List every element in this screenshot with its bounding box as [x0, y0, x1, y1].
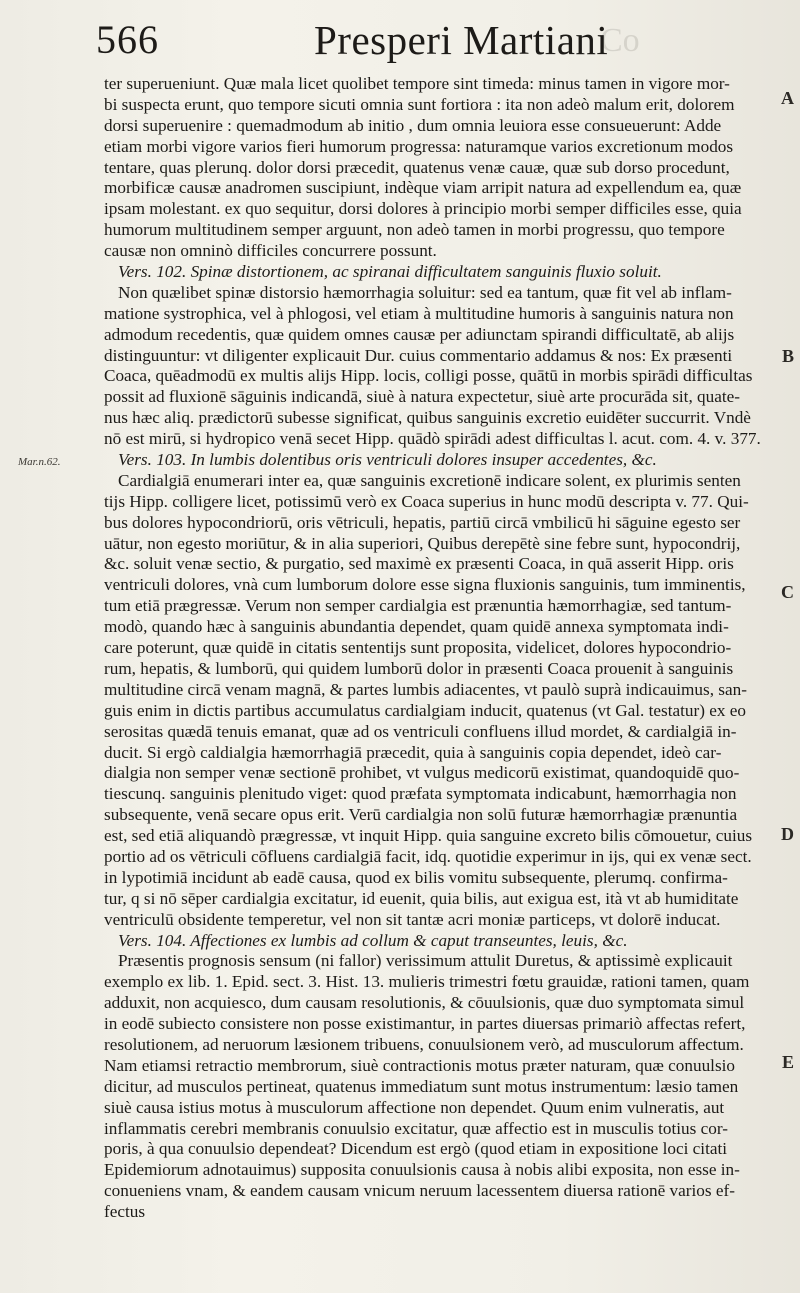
- text-line: adduxit, non acquiesco, dum causam resolutionis, & cōuulsionis, quæ duo symptomata simul: [104, 993, 745, 1013]
- running-title: Presperi Martiani: [314, 17, 609, 63]
- text-line: tiescunq. sanguinis plenitudo viget: quod præfata symptomata indicabunt, hæmorrhagia non: [104, 784, 737, 804]
- text-line: causæ non omninò difficiles concurrere possunt.: [104, 241, 437, 261]
- text-line: est, sed etiā aliquandò prægressæ, vt inquit Hipp. quia sanguine excreto bilis cōmouetur, cuius: [104, 826, 753, 846]
- text-line: matione systrophica, vel à phlogosi, vel etiam à multitudine humoris à sanguinis natura non: [104, 303, 734, 323]
- section-letter-a: A: [781, 88, 794, 108]
- text-line: tijs Hipp. colligere licet, potissimū verò ex Coaca superius in hunc modū descripta v. 77. Qui-: [104, 491, 749, 511]
- text-line: care poterunt, quæ quidē in citatis sententijs sunt proposita, videlicet, dolores hypocondrio-: [104, 638, 732, 658]
- show-through-text: Co: [600, 22, 640, 59]
- text-line: dorsi superuenire : quemadmodum ab initio , dum omnia leuiora esse consueuerunt: Adde: [104, 115, 722, 135]
- verse-heading: Vers. 102. Spinæ distortionem, ac spiranai difficultatem sanguinis fluxio soluit.: [118, 262, 662, 282]
- text-line: fectus: [104, 1202, 146, 1222]
- right-margin: [770, 0, 800, 1293]
- text-line: ducit. Si ergò caldialgia hæmorrhagiā præcedit, quia à sanguinis copia dependet, ideò car-: [104, 742, 722, 762]
- text-line: tentare, quas plerunq. dolor dorsi præcedit, quatenus venæ cauæ, quæ sub dorso procedunt,: [104, 157, 730, 177]
- text-line: guis enim in dictis partibus accumulatus cardialgiam inducit, quatenus (vt Gal. testatur) ex eo: [104, 700, 746, 720]
- text-line: Præsentis prognosis sensum (ni fallor) verissimum attulit Duretus, & aptissimè explicauit: [118, 951, 733, 971]
- text-line: humorum multitudinem semper arguunt, non adeò tamen in morbi progressu, quo tempore: [104, 220, 725, 240]
- margin-note: Mar.n.62.: [18, 456, 61, 468]
- text-line: morbificæ causæ anadromen suscipiunt, indèque viam arripit natura ad expellendum ea, quæ: [104, 178, 742, 198]
- text-line: admodum recedentis, quæ quidem omnes causæ per adiunctam spirandi difficultatē, ab alijs: [104, 324, 735, 344]
- text-line: poris, à qua conuulsio dependeat? Dicendum est ergò (quod etiam in expositione loci citati: [104, 1139, 728, 1159]
- text-line: tur, q si nō sēper cardialgia excitatur, id euenit, quia bilis, aut exigua est, ità vt ab humiditate: [104, 888, 739, 908]
- text-line: dialgia non semper venæ sectionē prohibet, vt vulgus medicorū existimat, quandoquidē quo-: [104, 763, 740, 783]
- section-letter-c: C: [781, 582, 794, 602]
- section-letter-b: B: [781, 346, 794, 366]
- page-number: 566: [96, 17, 159, 62]
- text-line: multitudine circā venam magnā, & partes lumbis adiacentes, vt paulò suprà indicauimus, san-: [104, 679, 747, 699]
- text-line: resolutionem, ad neruorum læsionem tribuens, conuulsionem verò, ad musculorum affectum.: [104, 1034, 744, 1054]
- text-line: bus dolores hypocondriorū, oris vētriculi, hepatis, partiū circā vmbilicū hi sāguine egesto ser: [104, 512, 741, 532]
- verse-heading: Vers. 103. In lumbis dolentibus oris ventriculi dolores insuper accedentes, &c.: [118, 450, 657, 470]
- text-line: etiam morbi vigore varios fieri humorum progressa: naturamque varios excretionum modos: [104, 136, 734, 156]
- text-line: in lypotimiā incidunt ab eadē causa, quod ex bilis vomitu subsequente, plerumq. confirma-: [104, 867, 728, 887]
- text-line: ipsam molestant. ex quo sequitur, dorsi dolores à principio morbi semper difficiles esse, quia: [104, 199, 742, 219]
- text-line: Nam etiamsi retractio membrorum, siuè contractionis motus præter naturam, quæ conuulsio: [104, 1055, 736, 1075]
- text-line: inflammatis cerebri membranis conuulsio excitatur, quæ affectio est in musculis totius cor-: [104, 1118, 728, 1138]
- text-line: Non quælibet spinæ distorsio hæmorrhagia soluitur: sed ea tantum, quæ fit vel ab inflam-: [118, 282, 732, 302]
- text-line: Coaca, quēadmodū ex multis alijs Hipp. locis, colligi posse, quātū in morbis spirādi difficultas: [104, 366, 753, 386]
- text-line: nus hæc aliq. prædictorū subesse significat, quibus sanguinis excretio euidēter succurrit. Vndè: [104, 408, 751, 428]
- text-line: modò, quando hæc à sanguinis abundantia dependet, quam quidē annexa symptomata indi-: [104, 617, 729, 637]
- text-line: rum, hepatis, & lumborū, qui quidem lumborū dolor in præsenti Coaca prouenit à sanguinis: [104, 658, 734, 678]
- page-header: [96, 16, 610, 72]
- text-line: possit ad fluxionē sāguinis indicandā, siuè à natura expectetur, siuè arte procurāda sit, quate-: [104, 387, 740, 407]
- text-line: ventriculi dolores, vnà cum lumborum dolore esse signa fluxionis sanguinis, tum imminentis,: [104, 575, 746, 595]
- text-line: Cardialgiā enumerari inter ea, quæ sanguinis excretionē indicare solent, ex plurimis senten: [118, 470, 741, 490]
- verse-heading: Vers. 104. Affectiones ex lumbis ad collum & caput transeuntes, leuis, &c.: [118, 930, 628, 950]
- text-line: conueniens vnam, & eandem causam vnicum neruum lacessentem diuersa rationē varios ef-: [104, 1181, 735, 1201]
- text-line: serositas quædā tenuis emanat, quæ ad os ventriculi confluens illud mordet, & cardialgiā in-: [104, 721, 737, 741]
- text-line: subsequente, venā secare opus erit. Verū cardialgia non solū futuræ hæmorrhagiæ prænuntia: [104, 805, 738, 825]
- text-line: &c. soluit venæ sectio, & purgatio, sed maximè ex præsenti Coaca, in quā asserit Hipp. oris: [104, 554, 734, 574]
- body-text: [104, 74, 774, 1244]
- section-letter-e: E: [781, 1052, 794, 1072]
- text-line: Epidemiorum adnotauimus) supposita conuulsionis causa à nobis alibi exposita, non esse in-: [104, 1160, 740, 1180]
- text-line: distinguuntur: vt diligenter explicauit Dur. cuius commentario addamus & nos: Ex præsenti: [104, 345, 733, 365]
- text-line: nō est mirū, si hydropico venā secet Hipp. quādò spirādi adest difficultas l. acut. com. 4. v. 377.: [104, 429, 761, 449]
- text-line: dicitur, ad musculos pertineat, quatenus immediatum sunt motus instrumentum: læsio tamen: [104, 1076, 739, 1096]
- text-line: exemplo ex lib. 1. Epid. sect. 3. Hist. 13. mulieris trimestri fœtu grauidæ, rationi tamen, quam: [104, 972, 750, 992]
- text-line: tum etiā prægressæ. Verum non semper cardialgia est prænuntia hæmorrhagiæ, sed tantum-: [104, 596, 732, 616]
- text-line: in eodē subiecto consistere non posse existimantur, in partes diuersas primariò affectas refert,: [104, 1014, 746, 1034]
- text-line: bi suspecta erunt, quo tempore sicuti omnia sunt fortiora : ita non adeò malum erit, dolorem: [104, 94, 735, 114]
- text-line: ventriculū obsidente temperetur, vel non sit tantæ acri moniæ particeps, vt dolorē inducat.: [104, 909, 721, 929]
- text-line: portio ad os vētriculi cōfluens cardialgiā facit, idq. quotidie experimur in ijs, qui ex venæ sect.: [104, 846, 752, 866]
- text-line: uātur, non egesto moriūtur, & in alia superiori, Quibus derepētè sine febre sunt, hypocondrij,: [104, 533, 741, 553]
- section-letter-d: D: [781, 824, 794, 844]
- text-line: ter superueniunt. Quæ mala licet quolibet tempore sint timeda: minus tamen in vigore mor-: [104, 74, 730, 93]
- catchword: [104, 1223, 774, 1244]
- text-line: siuè causa istius motus à musculorum affectione non dependet. Quum enim vulneratis, aut: [104, 1097, 725, 1117]
